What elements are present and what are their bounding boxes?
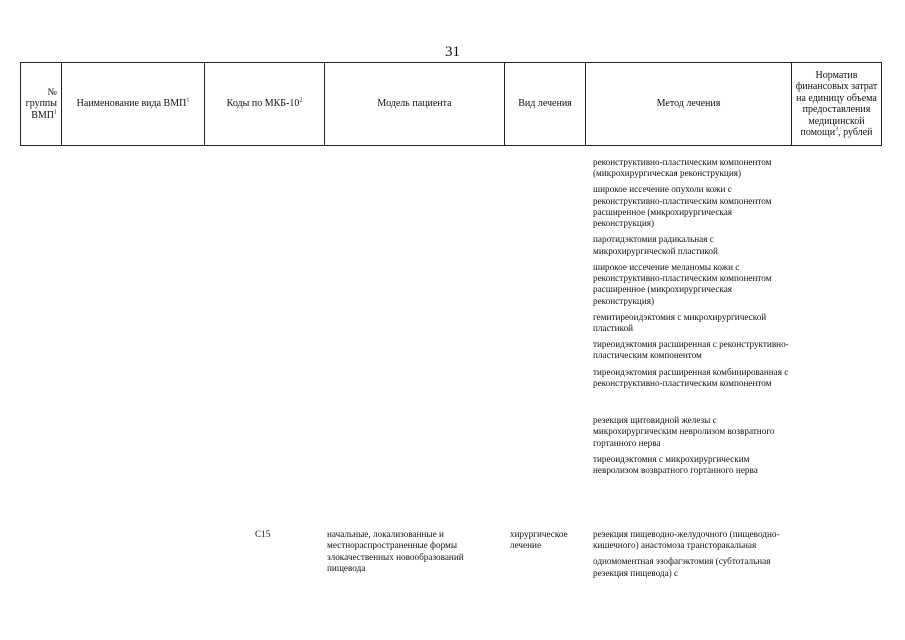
header-treatment-type [505,63,586,146]
footnote-ref: 3 [835,126,839,133]
header-group-number-label: № группы ВМП [25,86,57,121]
method-item: резекция пищеводно-желудочного (пищеводно-кишечного) анастомоза трансторакальная [593,529,780,551]
header-treatment-method [586,63,792,146]
method-list-c15 [593,529,793,584]
header-group-number [21,63,62,146]
header-icd-codes-label: Коды по МКБ-10 [226,98,300,110]
method-item: одномоментная эзофагэктомия (субтотальная резекция пищевода) с [593,556,771,578]
page-number: 31 [445,44,460,60]
header-vmp-name-label: Наименование вида ВМП [76,98,187,110]
method-item: резекция щитовидной железы с микрохирургическим невролизом возвратного гортанного нерва [593,415,775,448]
header-patient-model [325,63,505,146]
method-list-top [593,157,793,481]
header-vmp-name [62,63,205,146]
method-item: широкое иссечение меланомы кожи с реконструктивно-пластическим компонентом расширенное (микрохирургическая реконструкция) [593,261,772,306]
footnote-ref: 1 [54,109,57,116]
treatment-type: хирургическое лечение [510,529,568,551]
header-treatment-method-label: Метод лечения [656,98,721,110]
method-item: тиреоидэктомия расширенная с реконструктивно-пластическим компонентом [593,339,789,361]
footnote-ref: 2 [299,97,303,104]
footnote-ref: 1 [186,97,190,104]
header-patient-model-label: Модель пациента [377,98,452,110]
method-item: тиреоидэктомия расширенная комбинированная с реконструктивно-пластическим компонентом [593,366,789,388]
method-item: тиреоидэктомия с микрохирургическим невролизом возвратного гортанного нерва [593,453,758,476]
icd-code: C15 [255,529,271,539]
method-item: паротидэктомия радикальная с микрохирургической пластикой [593,234,718,256]
header-treatment-type-label: Вид лечения [518,98,572,110]
header-cost-norm [792,63,882,146]
header-cost-norm-label: Норматив финансовых затрат на единицу объема предоставления медицинской помощи [795,69,878,138]
method-item: гемитиреоидэктомия с микрохирургической пластикой [593,311,767,334]
header-cost-norm-unit: , рублей [838,127,873,138]
patient-model: начальные, локализованные и местнораспространенные формы злокачественных новообразований пищевода [327,529,464,573]
header-icd-codes [205,63,325,146]
table-header [20,62,882,146]
method-item: реконструктивно-пластическим компонентом (микрохирургическая реконструкция) [593,157,772,179]
method-item: широкое иссечение опухоли кожи с реконструктивно-пластическим компонентом расширенное (микрохирургическая реконструкция) [593,184,772,229]
